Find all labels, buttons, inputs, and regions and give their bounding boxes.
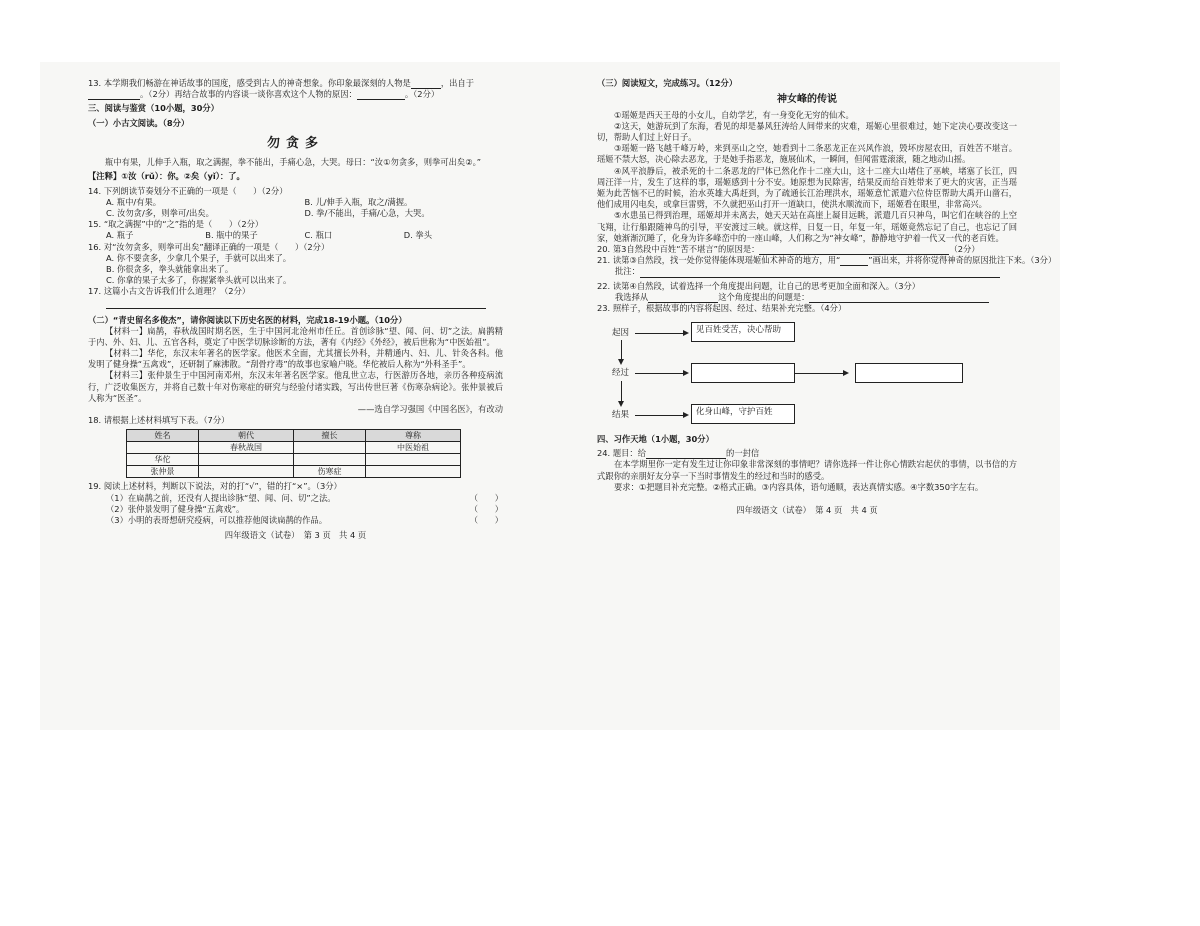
flow-arrow-right — [683, 330, 689, 336]
flow-arrow-down — [618, 359, 624, 365]
table-header-row — [127, 430, 461, 442]
page-3-footer: 四年级语文（试卷） 第 3 页 共 4 页 — [224, 530, 367, 541]
flow-label-middle: 经过 — [612, 368, 630, 379]
flow-box-end: 化身山峰，守护百姓 — [691, 404, 795, 424]
story-paragraph-5: ⑤水患虽已得到治理，瑶姬却并未离去，她天天站在高崖上凝目远眺，派遣几百只神鸟，叫它们在峡谷的上空飞翔，让行船跟随神鸟的引导，平安渡过三峡。就这样，日复一日，年复一年，瑶姬竟然忘记了自己，也忘记了回家，她渐渐沉睡了，化身为许多峰峦中的一座山峰，人们称之为“神女峰”，静静地守护着一代又一代的老百姓。 — [597, 210, 1017, 243]
table-answer-cell[interactable] — [293, 454, 365, 466]
q19-item — [88, 515, 503, 526]
table-cell: 中医始祖 — [365, 442, 460, 454]
part-3-heading: （三）阅读短文，完成练习。（12分） — [597, 78, 738, 88]
q19-answer-paren[interactable]: （ ） — [469, 514, 503, 525]
q14-option-b[interactable]: B. 儿/伸手入瓶，取之/满握。 — [304, 196, 413, 207]
table-answer-cell[interactable] — [365, 466, 460, 478]
flow-label-start: 起因 — [612, 328, 630, 339]
table-answer-cell[interactable] — [365, 454, 460, 466]
question-20: 20. 第3自然段中百姓“苦不堪言”的原因是： （2分） — [597, 243, 980, 254]
material-2: 【材料二】华佗，东汉末年著名的医学家。他医术全面，尤其擅长外科，并精通内、妇、儿、针灸各科。他发明了健身操“五禽戏”，还研制了麻沸散。“刮骨疗毒”的故事也家喻户晓。华佗被后人称为“外科圣手”。 — [88, 348, 503, 370]
flow-arrow-down — [618, 401, 624, 407]
q16-option-c-row — [88, 275, 503, 286]
flow-arrow-right — [843, 370, 849, 376]
table-row — [127, 454, 461, 466]
table-answer-cell[interactable] — [293, 442, 365, 454]
table-row — [127, 466, 461, 478]
flow-arrow-right — [683, 412, 689, 418]
q19-answer-paren[interactable]: （ ） — [469, 503, 503, 514]
q15-option-a[interactable]: A. 瓶子 — [106, 230, 134, 241]
q16-option-a-row — [88, 253, 503, 264]
q14-options-row1 — [88, 197, 503, 208]
question-22: 22. 读第④自然段，试着选择一个角度提出问题，让自己的思考更加全面和深入。（3分） — [597, 280, 921, 291]
annotation-note: 【注释】①汝（rǔ）：你。②矣（yǐ）：了。 — [88, 171, 245, 182]
q14-option-a[interactable]: A. 瓶中/有果。 — [106, 196, 162, 207]
q18-table — [126, 429, 461, 478]
table-answer-cell[interactable] — [127, 442, 199, 454]
q16-option-b-row — [88, 264, 503, 275]
q19-statement: （1）在扁鹊之前，还没有人提出诊脉“望、闻、问、切”之法。 — [106, 492, 336, 503]
question-14: 14. 下列朗读节奏划分不正确的一项是（ ）（2分） — [88, 185, 288, 196]
part-1-heading: （一）小古文阅读。（8分） — [88, 117, 190, 128]
material-source: ——选自学习强国《中国名医》，有改动 — [357, 404, 503, 415]
table-header-cell: 擅长 — [293, 430, 365, 442]
flow-connector — [635, 333, 683, 334]
flow-connector — [795, 373, 843, 374]
question-24: 24. 题目：给 的一封信 — [597, 448, 760, 459]
table-header-cell: 姓名 — [127, 430, 199, 442]
q19-items — [88, 493, 503, 527]
flow-label-end: 结果 — [612, 410, 630, 421]
q15-option-b[interactable]: B. 瓶中的果子 — [205, 230, 258, 241]
q21-annotation: 批注： — [597, 266, 1017, 277]
story-paragraph-3: ③瑶姬一路飞越千峰万岭，来到巫山之空，她看到十二条恶龙正在兴风作浪，毁坏房屋农田，百姓苦不堪言。瑶姬不禁大怒，决心除去恶龙，于是她手指恶龙，施展仙术，一瞬间，但闻雷霆滚滚，随之地动山摇。 — [597, 143, 1017, 165]
q19-item — [88, 504, 503, 515]
q14-option-d[interactable]: D. 拳/不能出，手痛/心急，大哭。 — [304, 208, 430, 219]
table-answer-cell[interactable] — [198, 454, 293, 466]
q15-options — [88, 230, 503, 241]
poem-title: 勿贪多 — [266, 135, 324, 151]
material-3: 【材料三】张仲景生于中国河南邓州，东汉末年著名医学家。他乱世立志，行医游历各地，亲历各种疫病流行，广泛收集医方，并将自己数十年对伤寒症的研究与经验付诸实践，写出传世巨著《伤寒杂病论》。张仲景被后人称为“医圣”。 — [88, 370, 503, 403]
flow-connector — [635, 373, 683, 374]
q19-statement: （3）小明的表哥想研究疫病，可以推荐他阅读扁鹊的作品。 — [106, 514, 327, 525]
table-cell: 张仲景 — [127, 466, 199, 478]
table-header-cell: 朝代 — [198, 430, 293, 442]
q22-answer: 我选择从 这个角度提出的问题是： — [597, 292, 1017, 303]
question-13-cont: 。（2分）再结合故事的内容谈一谈你喜欢这个人物的原因： 。（2分） — [88, 89, 503, 100]
flow-arrow-right — [683, 370, 689, 376]
story-flowchart — [597, 318, 1017, 430]
q15-option-d[interactable]: D. 拳头 — [403, 230, 433, 241]
q24-requirements: 要求：①把题目补充完整。②格式正确。③内容具体，语句通顺，表达真情实感。④字数350字左右。 — [614, 481, 984, 492]
q16-option-b[interactable]: B. 你很贪多，拳头就能拿出来了。 — [106, 263, 234, 274]
part-2-heading: （二）“青史留名多俊杰”，请你阅读以下历史名医的材料，完成18-19小题。（10分） — [88, 314, 407, 325]
question-18: 18. 请根据上述材料填写下表。（7分） — [88, 415, 230, 426]
answer-blank[interactable] — [640, 277, 1000, 278]
q24-prompt: 在本学期里你一定有发生过让你印象非常深刻的事情吧？请你选择一件让你心情跌宕起伏的事情，以书信的方式跟你的亲朋好友分享一下当时事情发生的经过和当时的感受。 — [597, 459, 1017, 481]
story-paragraph-4: ④风平浪静后，被杀死的十二条恶龙的尸体已然化作十二座大山，这十二座大山堵住了巫峡，堵塞了长江，四周汪洋一片，发生了这样的事，瑶姬感到十分不安。她原想为民除害，结果反而给百姓带来了更大的灾害，正当瑶姬为此苦恼不已的时候，治水英雄大禹赶到，为了疏通长江治理洪水，瑶姬意忙派遣六位侍臣帮助大禹开山凿石，他们成用闪电矣，或拿巨雷劈，不久就把巫山打开一道缺口，使洪水顺流而下，瑶姬看在眼里，非常高兴。 — [597, 165, 1017, 210]
table-answer-cell[interactable] — [198, 466, 293, 478]
q14-option-c[interactable]: C. 汝勿贪/多，则拳可/出矣。 — [106, 208, 214, 219]
q16-option-a[interactable]: A. 你不要贪多，少拿几个果子，手就可以出来了。 — [106, 252, 292, 263]
page-4-footer: 四年级语文（试卷） 第 4 页 共 4 页 — [736, 505, 878, 515]
q14-options-row2 — [88, 208, 503, 219]
answer-blank[interactable] — [357, 99, 405, 100]
flow-connector — [621, 381, 622, 403]
story-paragraph-1: ①瑶姬是西天王母的小女儿，自幼学艺，有一身变化无穷的仙术。 — [614, 109, 854, 120]
table-cell: 春秋战国 — [198, 442, 293, 454]
q19-item — [88, 493, 503, 504]
q17-answer-line[interactable] — [106, 298, 486, 309]
question-16: 16. 对“汝勿贪多，则拳可出矣”翻译正确的一项是（ ）（2分） — [88, 241, 330, 252]
q19-answer-paren[interactable]: （ ） — [469, 492, 503, 503]
table-header-cell: 尊称 — [365, 430, 460, 442]
flow-box-middle-2[interactable] — [855, 363, 963, 383]
q16-option-c[interactable]: C. 你拿的果子太多了，你握紧拳头就可以出来了。 — [106, 275, 292, 286]
q15-option-c[interactable]: C. 瓶口 — [304, 230, 333, 241]
question-17: 17. 这篇小古文告诉我们什么道理？（2分） — [88, 286, 251, 297]
exam-page-3 — [88, 78, 503, 541]
story-paragraph-2: ②这天，她游玩到了东海，看见的却是暴风狂涛给人间带来的灾难，瑶姬心里很难过，她下定决心要改变这一切，帮助人们过上好日子。 — [597, 120, 1017, 143]
question-21: 21. 读第③自然段，找一处你觉得能体现瑶姬仙术神奇的地方，用“ ”画出来，并将你觉得神奇的原因批注下来。（3分） — [597, 255, 1057, 266]
question-19: 19. 阅读上述材料，判断以下说法，对的打“√”，错的打“×”。（3分） — [88, 481, 342, 492]
question-15: 15. “取之满握”中的“之”指的是（ ）（2分） — [88, 219, 264, 230]
question-13: 13. 本学期我们畅游在神话故事的国度，感受到古人的神奇想象。你印象最深刻的人物是 ，出自于 — [88, 78, 475, 88]
material-1: 【材料一】扁鹊，春秋战国时期名医，生于中国河北沧州市任丘。首创诊脉“望、闻、问、切”之法。扁鹊精于内、外、妇、儿、五官各科，奠定了中医学切脉诊断的方法，著有《内经》《外经》，被后世称为“中医始祖”。 — [88, 325, 503, 347]
flow-box-middle-1[interactable] — [691, 363, 795, 383]
exam-page-4 — [597, 78, 1057, 516]
section-4-heading: 四、习作天地（1小题，30分） — [597, 434, 714, 445]
q19-statement: （2）张仲景发明了健身操“五禽戏”。 — [106, 503, 245, 514]
story-title: 神女峰的传说 — [777, 94, 837, 106]
poem-text: 瓶中有果，儿伸手入瓶，取之满握，拳不能出，手痛心急，大哭。母曰：“汝①勿贪多，则拳可出矣②。” — [105, 157, 482, 168]
flow-box-start: 见百姓受苦，决心帮助 — [691, 322, 795, 342]
flow-connector — [635, 415, 683, 416]
table-cell: 伤寒症 — [293, 466, 365, 478]
question-23: 23. 照样子，根据故事的内容将起因、经过、结果补充完整。（4分） — [597, 302, 847, 313]
section-3-heading: 三、阅读与鉴赏（10小题，30分） — [88, 103, 219, 114]
table-row — [127, 442, 461, 454]
table-cell: 华佗 — [127, 454, 199, 466]
answer-blank[interactable] — [88, 99, 140, 100]
